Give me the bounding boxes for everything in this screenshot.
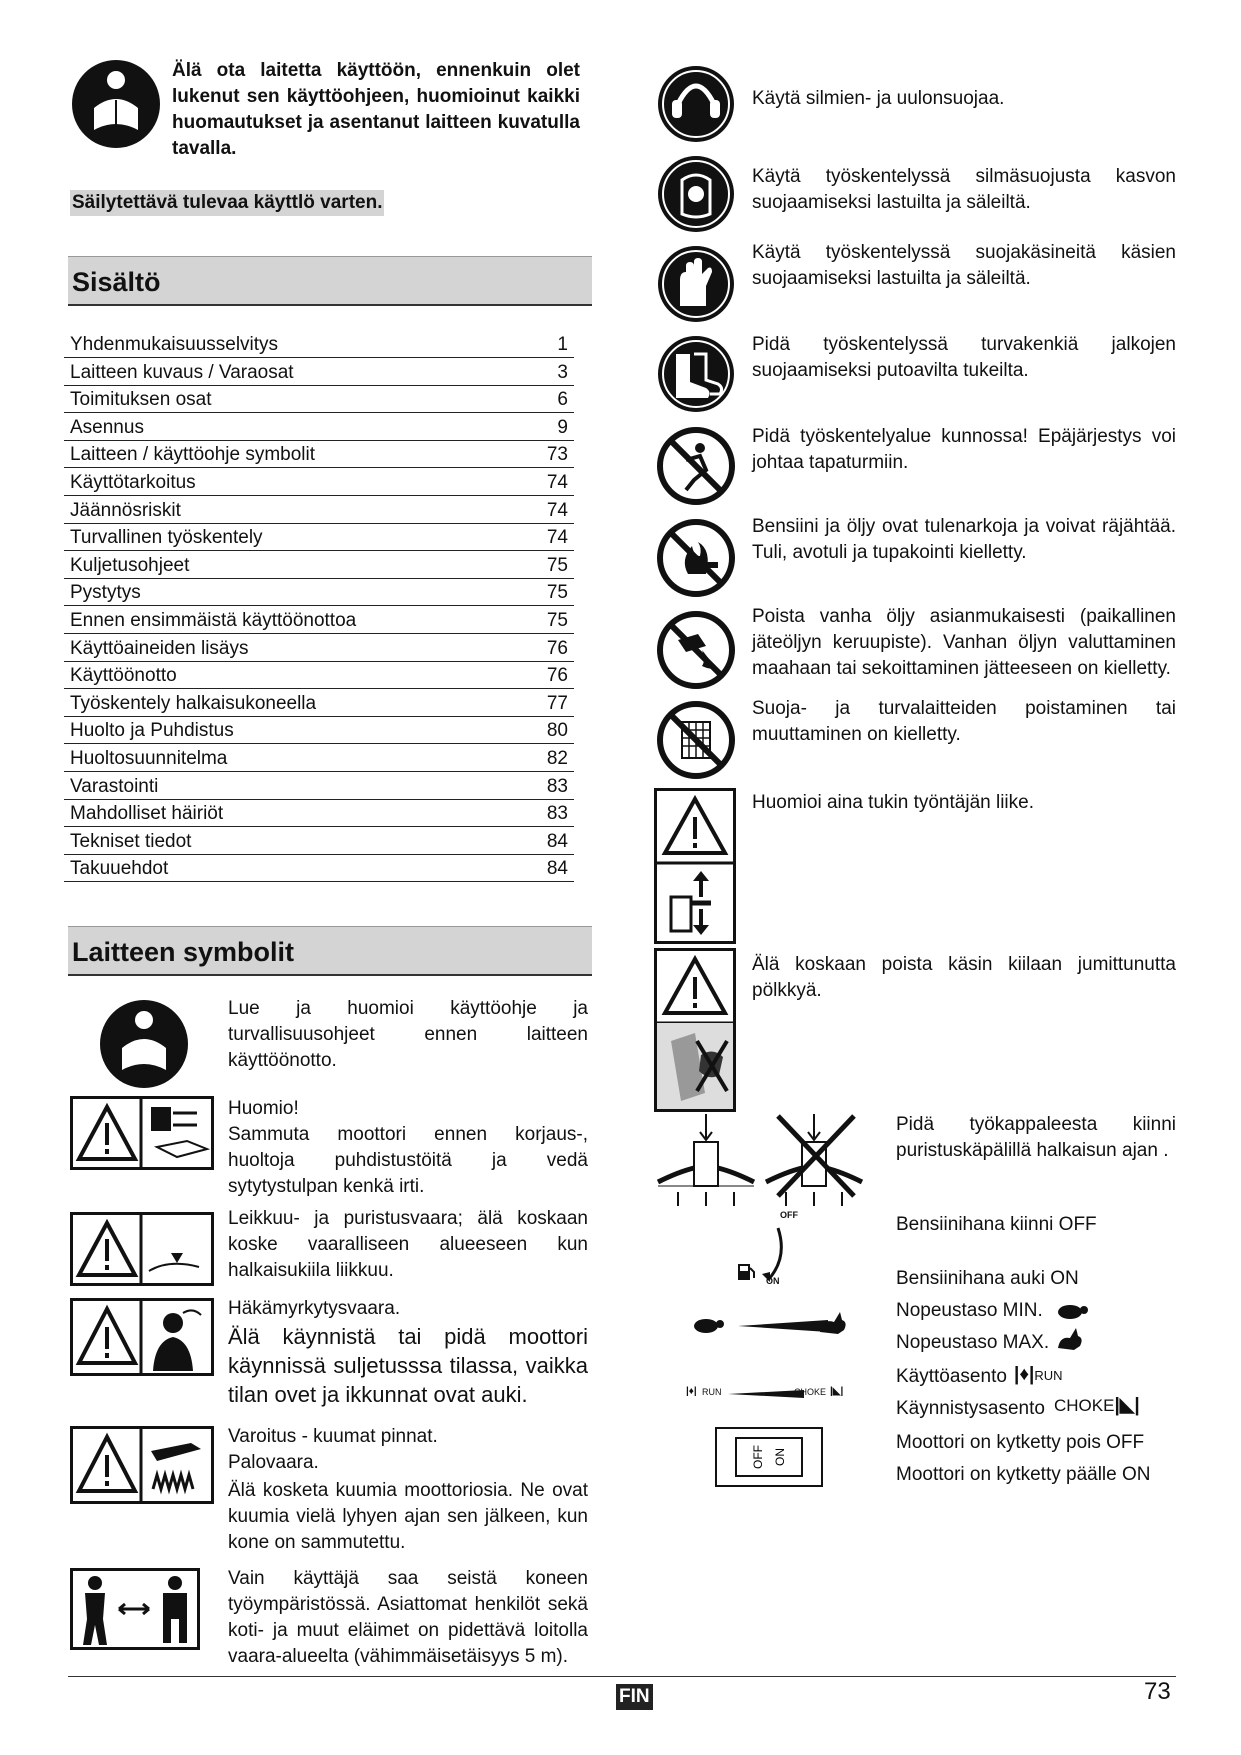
toc-page: 3: [557, 361, 568, 383]
hot-surface-text: Älä kosketa kuumia moottoriosia. Ne ovat kuumia vielä lyhyen ajan sen jälkeen, kun kone on sammutettu.: [228, 1480, 588, 1553]
toc-row: [64, 827, 574, 855]
safety-boots-text: Pidä työskentelyssä turvakenkiä jalkojen suojaamiseksi putoavilta tukeilta.: [752, 334, 1176, 381]
svg-text:ON: ON: [773, 1448, 787, 1466]
co-poisoning-title: Häkämyrkytysvaara.: [228, 1298, 401, 1319]
run-marker-icon: |♦|: [686, 1386, 697, 1397]
toc-page: 80: [546, 720, 568, 742]
ear-protection-text: Käytä silmien- ja uulonsuojaa.: [752, 88, 1005, 109]
fire-hazard-title: Palovaara.: [228, 1452, 319, 1473]
toc-label: Huolto ja Puhdistus: [70, 720, 234, 742]
no-oil-dumping-icon: [656, 610, 736, 690]
ear-protection-icon: [656, 64, 736, 144]
no-guard-removal-text: Suoja- ja turvalaitteiden poistaminen tai muuttaminen on kielletty.: [752, 698, 1176, 745]
toc-page: 75: [546, 610, 568, 631]
choke-position-symbol: CHOKE|◣|: [1054, 1395, 1140, 1416]
hold-workpiece-text: Pidä työkappaleesta kiinni puristuskäpälillä halkaisun ajan .: [896, 1114, 1176, 1161]
rabbit-icon: [1054, 1326, 1084, 1352]
fuel-valve-on-text: Bensiinihana auki ON: [896, 1268, 1079, 1289]
toc-page: 77: [546, 692, 568, 714]
toc-label: Mahdolliset häiriöt: [70, 803, 224, 825]
toc-page: 82: [546, 748, 568, 769]
toc-row: [64, 689, 574, 717]
toc-label: Jäännösriskit: [70, 499, 181, 521]
toc-row: [64, 854, 574, 882]
run-label: RUN: [702, 1387, 722, 1397]
toc-row: [64, 551, 574, 579]
toc-page: 75: [546, 582, 568, 604]
run-position-symbol-label: RUN: [1034, 1368, 1063, 1383]
toc-label: Varastointi: [70, 775, 159, 797]
fuel-valve-icon: [736, 1212, 792, 1286]
tidy-workplace-text: Pidä työskentelyalue kunnossa! Epäjärjestys voi johtaa tapaturmiin.: [752, 426, 1176, 473]
intro-warning: Älä ota laitetta käyttöön, ennenkuin olet lukenut sen käyttöohjeen, huomioinut kaikki huomautukset ja asentanut laitteen kuvatulla tavalla.: [172, 60, 580, 159]
read-manual-icon: [70, 58, 162, 150]
toc-heading: Sisältö: [68, 256, 592, 306]
hot-surface-icon: [70, 1426, 214, 1504]
toc-label: Turvallinen työskentely: [70, 527, 263, 549]
speed-max-text: Nopeustaso MAX.: [896, 1332, 1050, 1353]
cut-hazard-text: Leikkuu- ja puristusvaara; älä koskaan koske vaaralliseen alueeseen kun halkaisukiila liikkuu.: [228, 1208, 588, 1281]
toc-row: [64, 440, 574, 468]
maintenance-warning-icon: [70, 1096, 214, 1170]
choke-label: CHOKE: [794, 1387, 827, 1397]
toc-page: 84: [546, 830, 568, 852]
page-number: 73: [1144, 1678, 1171, 1705]
toc-label: Ennen ensimmäistä käyttöönottoa: [70, 610, 357, 631]
toc-row: [64, 799, 574, 827]
toc-page: 83: [546, 775, 568, 797]
toc-page: 76: [546, 665, 568, 687]
face-shield-text: Käytä työskentelyssä silmäsuojusta kasvon suojaamiseksi lastuilta ja säleiltä.: [752, 166, 1176, 213]
toc-label: Pystytys: [70, 582, 141, 604]
toc-label: Työskentely halkaisukoneella: [70, 692, 317, 714]
svg-text:OFF: OFF: [751, 1445, 765, 1469]
toc-page: 74: [546, 527, 568, 549]
toc-row: [64, 358, 574, 386]
pusher-motion-text: Huomioi aina tukin työntäjän liike.: [752, 792, 1034, 813]
toc-page: 74: [546, 472, 568, 493]
toc-page: 75: [546, 554, 568, 576]
run-position-text: Käyttöasento: [896, 1366, 1007, 1387]
toc-row: [64, 496, 574, 524]
toc-row: [64, 523, 574, 551]
toc-label: Huoltosuunnitelma: [70, 748, 228, 769]
hold-workpiece-icon: [654, 1110, 872, 1210]
choke-marker-icon: |◣|: [830, 1386, 844, 1397]
toc-row: [64, 634, 574, 662]
jammed-log-icon: [654, 948, 736, 1112]
toc-page: 6: [557, 389, 568, 411]
toc-page: 83: [546, 803, 568, 825]
toc-row: [64, 330, 574, 358]
toc-page: 84: [546, 858, 568, 880]
keep-distance-text: Vain käyttäjä saa seistä koneen työympäristössä. Asiattomat henkilöt sekä koti- ja muut eläimet on pidettävä loitolla vaara-alueelta (vähimmäisetäisyys 5 m).: [228, 1568, 588, 1667]
toc-label: Toimituksen osat: [70, 389, 212, 411]
fuel-valve-off-text: Bensiinihana kiinni OFF: [896, 1214, 1097, 1235]
face-shield-icon: [656, 154, 736, 234]
toc-label: Laitteen / käyttöohje symbolit: [70, 444, 316, 466]
toc-label: Käyttöaineiden lisäys: [70, 637, 249, 659]
toc-row: [64, 468, 574, 496]
co-poisoning-icon: [70, 1298, 214, 1376]
toc-label: Käyttötarkoitus: [70, 472, 196, 493]
toc-label: Kuljetusohjeet: [70, 554, 190, 576]
pusher-motion-icon: [654, 788, 736, 944]
toc-page: 1: [557, 334, 568, 355]
footer-rule: [68, 1676, 1176, 1677]
toc-page: 76: [546, 637, 568, 659]
toc-label: Yhdenmukaisuusselvitys: [70, 334, 279, 355]
turtle-icon: [1054, 1300, 1092, 1322]
maintenance-warning-text: Huomio! Sammuta moottori ennen korjaus-, huoltoja puhdistustöitä ja vedä sytytystulpan kenkä irti.: [228, 1098, 588, 1197]
no-tripping-icon: [656, 426, 736, 506]
choke-position-text: Käynnistysasento: [896, 1398, 1045, 1419]
gloves-text: Käytä työskentelyssä suojakäsineitä käsien suojaamiseksi lastuilta ja säleiltä.: [752, 242, 1176, 289]
engine-off-text: Moottori on kytketty pois OFF: [896, 1432, 1145, 1453]
toc-row: [64, 772, 574, 800]
read-manual-icon: [98, 998, 190, 1090]
toc-label: Takuuehdot: [70, 858, 169, 880]
symbols-heading: Laitteen symbolit: [68, 926, 592, 976]
choke-position-symbol-label: CHOKE: [1054, 1396, 1115, 1415]
safety-boots-icon: [656, 334, 736, 414]
toc-row: [64, 716, 574, 744]
toc-row: [64, 385, 574, 413]
toc-row: [64, 661, 574, 689]
run-choke-lever: [686, 1384, 846, 1404]
keep-note: Säilytettävä tulevaa käyttlö varten.: [70, 190, 384, 216]
toc-label: Laitteen kuvaus / Varaosat: [70, 361, 294, 383]
fuel-valve-on-label: ON: [766, 1276, 780, 1286]
toc-page: 74: [546, 499, 568, 521]
toc-label: Asennus: [70, 416, 144, 438]
keep-distance-icon: [70, 1568, 200, 1650]
run-position-symbol: |♦|RUN: [1014, 1364, 1063, 1385]
co-poisoning-text: Älä käynnistä tai pidä moottori käynnissä suljetusssa tilassa, vaikka tilan ovet ja ikkunnat ovat auki.: [228, 1324, 588, 1407]
toc-page: 9: [557, 416, 568, 438]
toc-label: Tekniset tiedot: [70, 830, 192, 852]
no-fire-icon: [656, 518, 736, 598]
cut-hazard-icon: [70, 1212, 214, 1286]
speed-lever-icon: [688, 1306, 848, 1342]
gloves-icon: [656, 244, 736, 324]
jammed-log-text: Älä koskaan poista käsin kiilaan jumittunutta pölkkyä.: [752, 954, 1176, 1001]
engine-switch-icon: [714, 1426, 824, 1488]
toc-label: Käyttöönotto: [70, 665, 177, 687]
speed-min-text: Nopeustaso MIN.: [896, 1300, 1043, 1321]
fuel-valve-off-label: OFF: [780, 1210, 798, 1220]
toc-row: [64, 413, 574, 441]
toc-row: [64, 606, 574, 634]
engine-on-text: Moottori on kytketty päälle ON: [896, 1464, 1151, 1485]
no-oil-dumping-text: Poista vanha öljy asianmukaisesti (paikallinen jäteöljyn keruupiste). Vanhan öljyn valuttaminen maahaan tai sekoittaminen jätteeseen on kielletty.: [752, 606, 1176, 679]
read-manual-text: Lue ja huomioi käyttöohje ja turvallisuusohjeet ennen laitteen käyttöönotto.: [228, 998, 588, 1071]
no-fire-text: Bensiini ja öljy ovat tulenarkoja ja voivat räjähtää. Tuli, avotuli ja tupakointi kielletty.: [752, 516, 1176, 563]
toc-row: [64, 578, 574, 606]
language-badge: FIN: [616, 1684, 653, 1710]
no-guard-removal-icon: [656, 700, 736, 780]
hot-surface-title: Varoitus - kuumat pinnat.: [228, 1426, 438, 1447]
toc-row: [64, 744, 574, 772]
toc-page: 73: [546, 444, 568, 466]
